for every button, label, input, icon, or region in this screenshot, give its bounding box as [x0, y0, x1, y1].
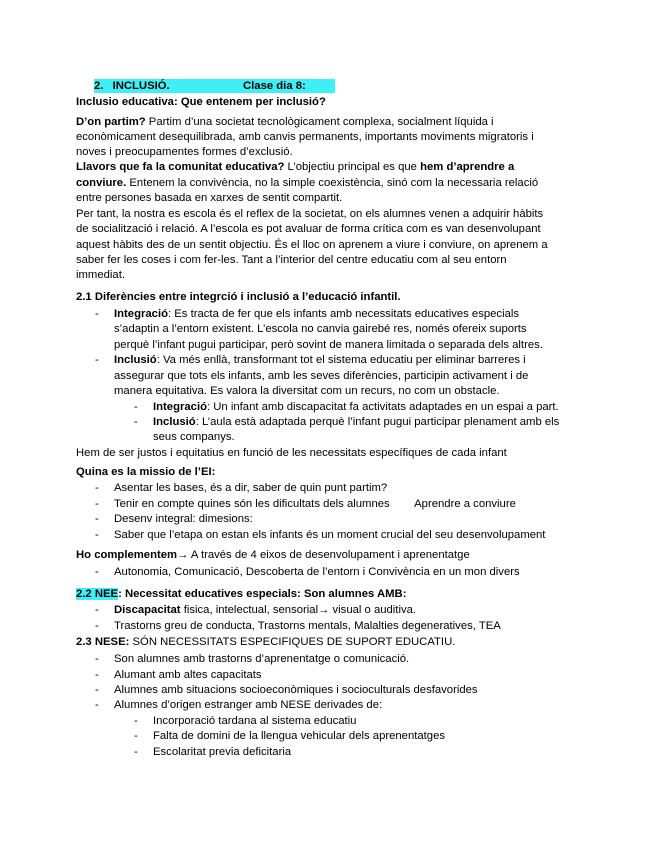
nese-item: Son alumnes amb trastorns d’aprenentatge o comunicació. — [114, 653, 410, 665]
missio-item: Asentar les bases, és a dir, saber de quin punt partim? — [114, 482, 388, 494]
inclusio-label: Inclusió — [114, 354, 157, 366]
integracio-line-1 — [114, 307, 519, 321]
bullet-dash: - — [95, 566, 99, 578]
sub-bullet-dash: - — [134, 401, 138, 413]
bullet-dash: - — [95, 604, 99, 616]
sub-bullet-dash: - — [134, 746, 138, 758]
sub-bullet-dash: - — [134, 416, 138, 428]
nee-tag: 2.2 NEE — [76, 588, 119, 600]
sub-bullet-dash: - — [134, 715, 138, 727]
nee-item: Trastorns greu de conducta, Trastorns mentals, Malalties degeneratives, TEA — [114, 620, 501, 632]
question-partim: D’on partim? — [76, 116, 146, 128]
missio-item: Desenv integral: dimesions: — [114, 513, 253, 525]
intro-text: L’objectiu principal es que — [284, 161, 421, 173]
complement-heading — [76, 548, 470, 562]
nee-item — [114, 603, 416, 617]
bullet-dash: - — [95, 699, 99, 711]
bullet-dash: - — [95, 482, 99, 494]
title-label: INCLUSIÓ. — [112, 80, 170, 92]
intro-line-9: aquest hàbits des de un sentit objectiu. És el lloc on aprenem a viure i conviure, on aprenem a — [76, 239, 548, 251]
intro-line-3: noves i preocupamentes formes d’exclusió. — [76, 146, 293, 158]
inclusio-line-2: assegurar que tots els infants, amb les seves diferències, participin activament i de — [114, 370, 529, 382]
sub-inclusio-text: : L’aula està adaptada perquè l’infant pugui participar plenament amb els — [195, 416, 560, 428]
nese-heading — [76, 635, 455, 649]
missio-item: Saber que l’etapa on estan els infants és un moment crucial del seu desenvolupament — [114, 529, 546, 541]
sub-bullet-dash: - — [134, 730, 138, 742]
complement-bold: Ho complementem — [76, 549, 178, 561]
sub-integracio-text: : Un infant amb discapacitat fa activitats adaptades en un espai a part. — [207, 401, 559, 413]
intro-text: Entenem la convivència, no la simple coexistència, sinó com la necessaria relació — [126, 177, 539, 189]
sub-inclusio-line-2: seus companys. — [153, 431, 235, 443]
nese-heading-bold: 2.3 NESE: — [76, 636, 130, 648]
intro-line-11: immediat. — [76, 269, 125, 281]
section-2-1-heading: 2.1 Diferències entre integrció i inclusió a l’educació infantil. — [76, 291, 401, 303]
title-bar — [94, 79, 335, 93]
intro-line-6: entre persones basada en xarxes de sentit compartit. — [76, 192, 343, 204]
intro-text: Partim d’una societat tecnològicament complexa, socialment líquida i — [145, 116, 494, 128]
intro-line-2: econòmicament desequilibrada, amb canvis permanents, importants moviments migratoris i — [76, 131, 534, 143]
intro-line-4 — [76, 160, 514, 174]
bullet-dash: - — [95, 354, 99, 366]
inclusio-line-3: manera equitativa. Es valora la diversitat com un recurs, no com un obstacle. — [114, 385, 500, 397]
nese-subitem: Falta de domini de la llengua vehicular dels aprenentatges — [153, 730, 446, 742]
complement-item: Autonomia, Comunicació, Descoberta de l’entorn i Convivència en un mon divers — [114, 566, 520, 578]
nese-item: Alumnes d’origen estranger amb NESE derivades de: — [114, 699, 383, 711]
nese-heading-rest: SÓN NECESSITATS ESPECIFIQUES DE SUPORT EDUCATIU. — [129, 636, 456, 648]
question-comunitat: Llavors que fa la comunitat educativa? — [76, 161, 285, 173]
integracio-label: Integració — [114, 308, 168, 320]
sub-inclusio-line-1 — [153, 415, 559, 429]
intro-line-1 — [76, 115, 494, 129]
nee-heading-rest: : Necessitat educatives especials: Son alumnes AMB: — [118, 588, 407, 600]
integracio-line-3: perquè l’infant pugui participar, però sovint de manera limitada o separada dels altres. — [114, 339, 543, 351]
sub-integracio-label: Integració — [153, 401, 207, 413]
sub-integracio-line — [153, 400, 559, 414]
intro-line-8: de socialització i relació. A l’escola es pot avaluar de forma crítica com es van desenvolupant — [76, 223, 541, 235]
nese-subitem: Incorporació tardana al sistema educatiu — [153, 715, 357, 727]
nee-item-text: fisica, intelectual, sensorial→ visual o auditiva. — [180, 604, 417, 616]
nese-subitem: Escolaritat previa deficitaria — [153, 746, 292, 758]
inclusio-line-1 — [114, 353, 526, 367]
subtitle: Inclusio educativa: Que entenem per inclusió? — [76, 96, 326, 108]
bullet-dash: - — [95, 498, 99, 510]
bullet-dash: - — [95, 684, 99, 696]
bullet-dash: - — [95, 669, 99, 681]
bullet-dash: - — [95, 653, 99, 665]
integracio-text: : Es tracta de fer que els infants amb necessitats educatives especials — [168, 308, 520, 320]
integracio-line-2: s’adaptin a l’entorn existent. L’escola no canvia gairebé res, només ofereix suports — [114, 323, 527, 335]
nese-item: Alumnes amb situacions socioeconòmiques i socioculturals desfavorides — [114, 684, 478, 696]
title-number: 2. — [94, 80, 104, 92]
missio-heading: Quina es la missio de l’EI: — [76, 466, 216, 478]
nese-item: Alumant amb altes capacitats — [114, 669, 262, 681]
missio-item: Tenir en compte quines són les dificultats dels alumnes Aprendre a conviure — [114, 498, 516, 510]
intro-line-7: Per tant, la nostra es escola és el reflex de la societat, on els alumnes venen a adquirir hàbits — [76, 208, 544, 220]
intro-line-5 — [76, 176, 538, 190]
title-clase: Clase dia 8: — [243, 80, 306, 92]
intro-line-10: saber fer les coses i com fer-les. Tant a l’interior del centre educatiu com al seu entorn — [76, 254, 507, 266]
intro-bold: hem d’aprendre a — [420, 161, 515, 173]
bullet-dash: - — [95, 513, 99, 525]
complement-rest: → A través de 4 eixos de desenvolupament i aprenentatge — [177, 549, 470, 561]
nee-item-label: Discapacitat — [114, 604, 181, 616]
closing-line: Hem de ser justos i equitatius en funció de les necessitats específiques de cada infant — [76, 447, 507, 459]
bullet-dash: - — [95, 529, 99, 541]
sub-inclusio-label: Inclusió — [153, 416, 196, 428]
bullet-dash: - — [95, 308, 99, 320]
bullet-dash: - — [95, 620, 99, 632]
inclusio-text: : Va més enllà, transformant tot el sistema educatiu per eliminar barreres i — [156, 354, 526, 366]
nee-heading — [76, 587, 406, 601]
intro-bold: conviure. — [76, 177, 127, 189]
